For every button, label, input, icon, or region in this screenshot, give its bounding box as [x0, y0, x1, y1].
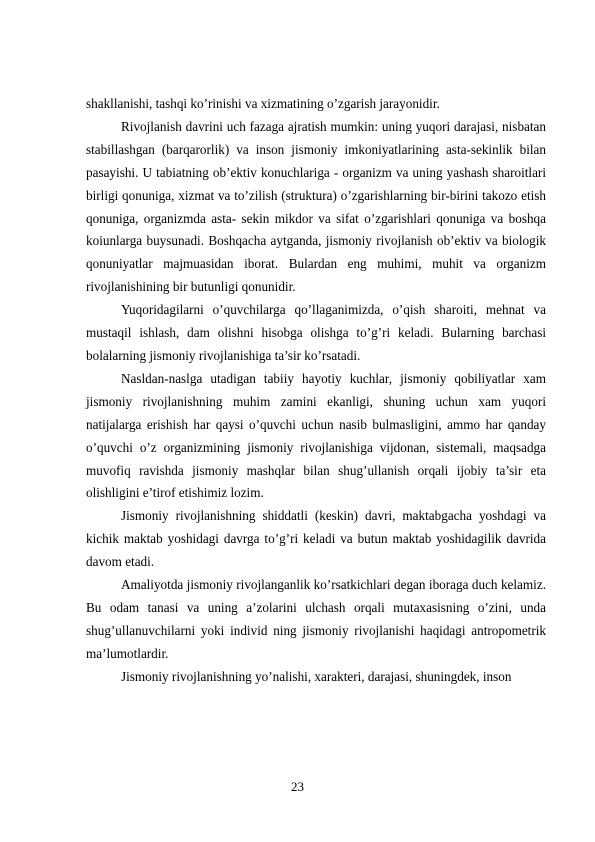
paragraph-4: Nasldan-naslga utadigan tabiiy hayotiy kuchlar, jismoniy qobiliyatlar xam jismoniy rivojlanishning muhim zamini ekanligi, shuning uchun xam yuqori natijalarga erishish har qaysi o’quvchi uchun nasib bulmasligini, ammo har qanday o’quvchi o’z organizmining jismoniy rivojlanishiga vijdonan, sistemali, maqsadga muvofiq ravishda jismoniy mashqlar bilan shug’ullanish orqali ijobiy ta’sir eta olishligini e’tirof etishimiz lozim. [86, 370, 546, 501]
paragraph-6: Amaliyotda jismoniy rivojlanganlik ko’rsatkichlari degan iboraga duch kelamiz. Bu odam tanasi va uning a’zolarini ulchash orqali mutaxasisning o’zini, unda shug’ullanuvchilarni yoki individ ning jismoniy rivojlanishi haqidagi antropometrik ma’lumotlardir. [86, 577, 546, 661]
paragraph-2: Rivojlanish davrini uch fazaga ajratish mumkin: uning yuqori darajasi, nisbatan stabillashgan (barqarorlik) va inson jismoniy imkoniyatlarining asta-sekinlik bilan pasayishi. U tabiatning ob’ektiv konuchlariga - organizm va uning yashash sharoitlari birligi qonuniga, xizmat va to’zilish (struktura) o’zgarishlarning bir-birini takozo etish qonuniga, organizmda asta- sekin mikdor va sifat o’zgarishlari qonuniga va boshqa koiunlarga buysunadi. Boshqacha aytganda, jismoniy rivojlanish ob’ektiv va biologik qonuniyatlar majmuasidan iborat. Bulardan eng muhimi, muhit va organizm rivojlanishining bir butunligi qonunidir. [86, 118, 546, 295]
paragraph-1: shakllanishi, tashqi ko’rinishi va xizmatining o’zgarish jarayonidir. [86, 96, 440, 111]
paragraph-3: Yuqoridagilarni o’quvchilarga qo’llaganimizda, o’qish sharoiti, mehnat va mustaqil ishlash, dam olishni hisobga olishga to’g’ri keladi. Bularning barchasi bolalarning jismoniy rivojlanishiga ta’sir ko’rsatadi. [86, 302, 546, 363]
page-body [86, 93, 546, 689]
paragraph-7: Jismoniy rivojlanishning yo’nalishi, xarakteri, darajasi, shuningdek, inson [121, 668, 512, 684]
page-number: 23 [291, 779, 304, 794]
paragraph-5: Jismoniy rivojlanishning shiddatli (keskin) davri, maktabgacha yoshdagi va kichik maktab yoshidagi davrga to’g’ri keladi va butun maktab yoshidagilik davrida davom etadi. [86, 508, 546, 570]
